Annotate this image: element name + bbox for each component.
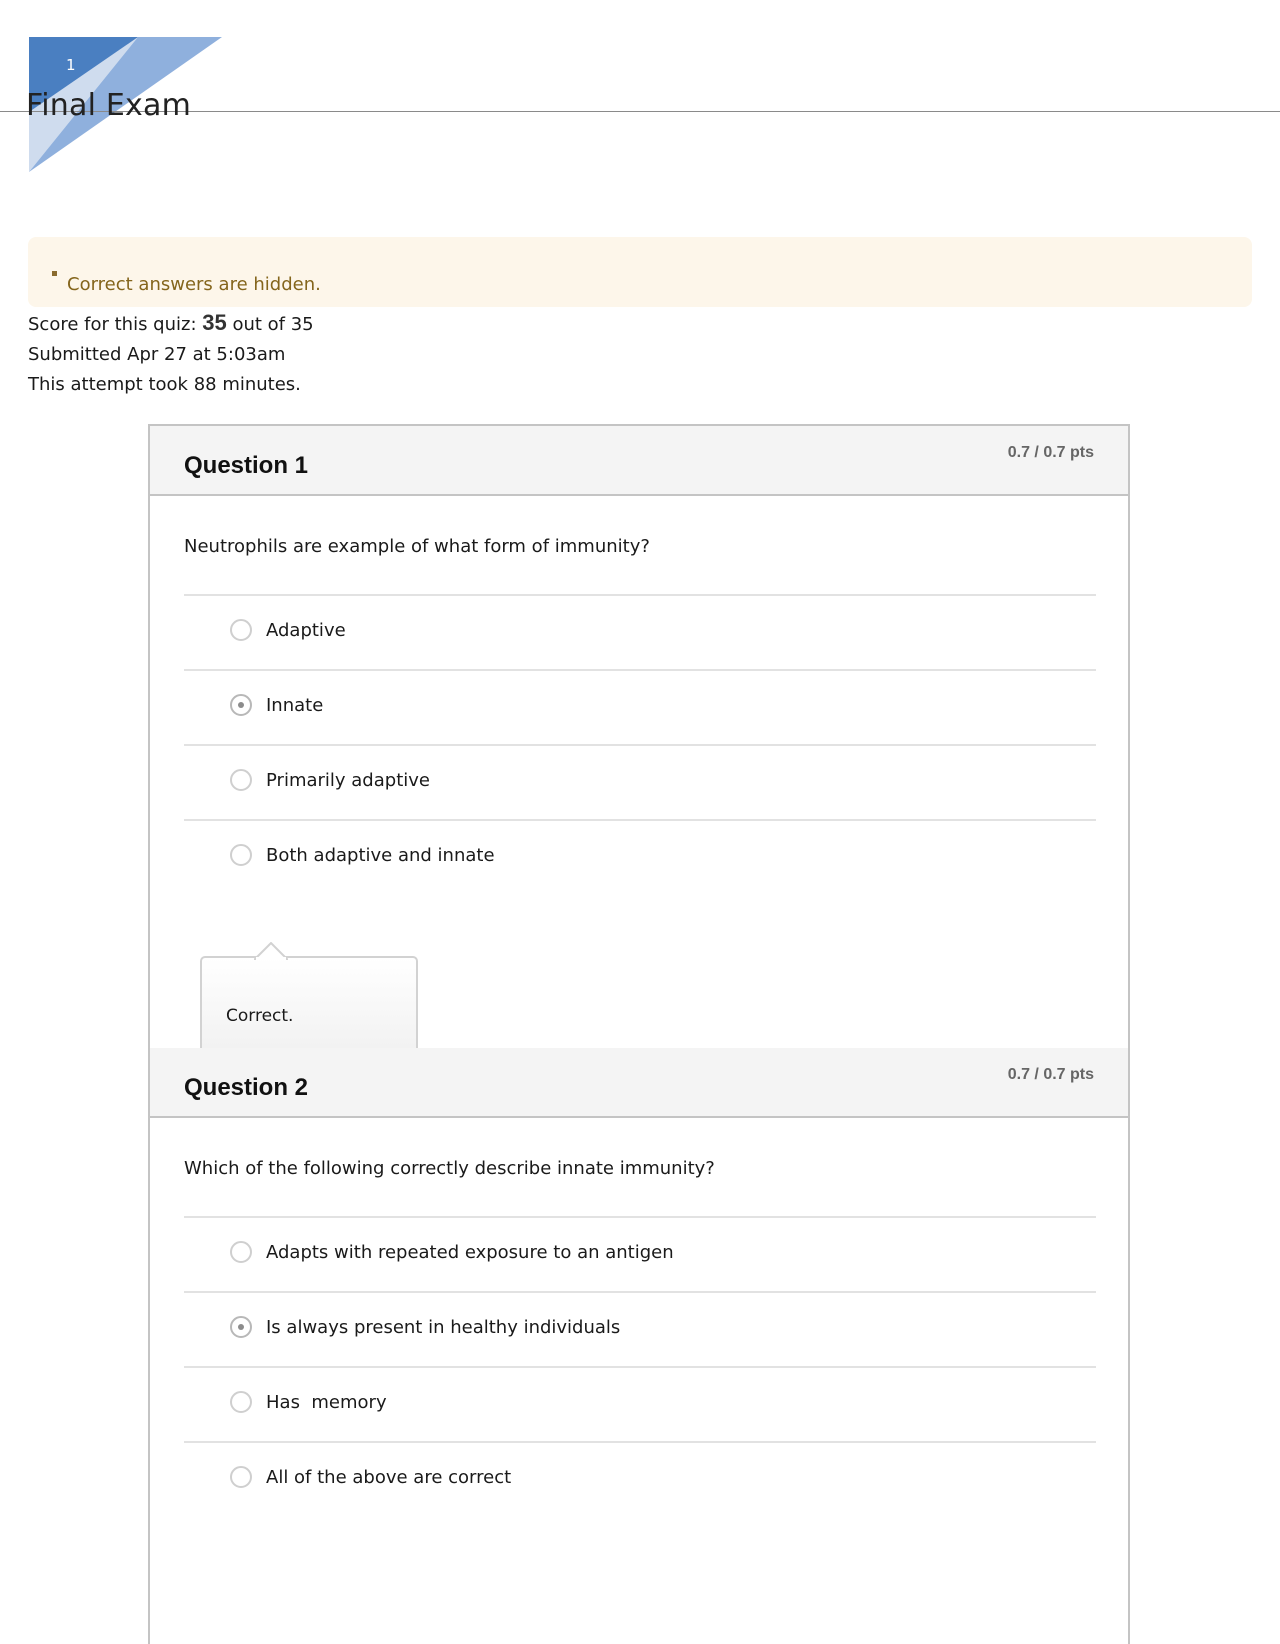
radio-button[interactable] [230, 844, 252, 866]
quiz-questions-card [148, 424, 1130, 1644]
page-header [0, 0, 1280, 190]
answer-option[interactable] [184, 594, 1096, 669]
header-rule [0, 111, 1280, 112]
submitted-line: Submitted Apr 27 at 5:03am [28, 344, 286, 365]
feedback-text: Correct. [226, 1006, 294, 1026]
answer-label: Is always present in healthy individuals [266, 1317, 621, 1338]
radio-button[interactable] [230, 619, 252, 641]
question-title: Question 2 [184, 1074, 309, 1101]
duration-line: This attempt took 88 minutes. [28, 374, 301, 395]
score-suffix: out of 35 [226, 314, 314, 335]
radio-button[interactable] [230, 769, 252, 791]
question-1-header [150, 426, 1128, 496]
question-text: Neutrophils are example of what form of immunity? [184, 536, 650, 557]
answer-option[interactable] [184, 1216, 1096, 1291]
answer-feedback [200, 956, 418, 1048]
answer-option[interactable] [184, 1366, 1096, 1441]
radio-button[interactable] [230, 1241, 252, 1263]
answer-label: Innate [266, 695, 324, 716]
score-prefix: Score for this quiz: [28, 314, 203, 335]
answer-label: Both adaptive and innate [266, 845, 495, 866]
radio-button-selected[interactable] [230, 1316, 252, 1338]
question-2-header [150, 1048, 1128, 1118]
quiz-summary [28, 308, 314, 400]
score-value: 35 [202, 310, 227, 335]
page-title: Final Exam [26, 88, 191, 123]
answer-option[interactable] [184, 1441, 1096, 1516]
radio-button[interactable] [230, 1466, 252, 1488]
notice-bullet-icon [52, 271, 57, 276]
question-title: Question 1 [184, 452, 309, 479]
page-number: 1 [66, 56, 76, 74]
radio-button[interactable] [230, 1391, 252, 1413]
radio-button-selected[interactable] [230, 694, 252, 716]
score-line [28, 308, 314, 340]
answer-label: Has memory [266, 1392, 387, 1413]
answer-label: All of the above are correct [266, 1467, 512, 1488]
answer-label: Adaptive [266, 620, 346, 641]
answer-option[interactable] [184, 819, 1096, 894]
answer-label: Adapts with repeated exposure to an antigen [266, 1242, 674, 1263]
notice-text: Correct answers are hidden. [67, 274, 321, 295]
answers-hidden-notice [28, 237, 1252, 307]
answer-option[interactable] [184, 1291, 1096, 1366]
answer-option[interactable] [184, 744, 1096, 819]
feedback-pointer [254, 942, 288, 960]
question-points: 0.7 / 0.7 pts [1007, 444, 1094, 461]
question-points: 0.7 / 0.7 pts [1007, 1066, 1094, 1083]
question-text: Which of the following correctly describe innate immunity? [184, 1158, 715, 1179]
answer-label: Primarily adaptive [266, 770, 430, 791]
answer-option[interactable] [184, 669, 1096, 744]
